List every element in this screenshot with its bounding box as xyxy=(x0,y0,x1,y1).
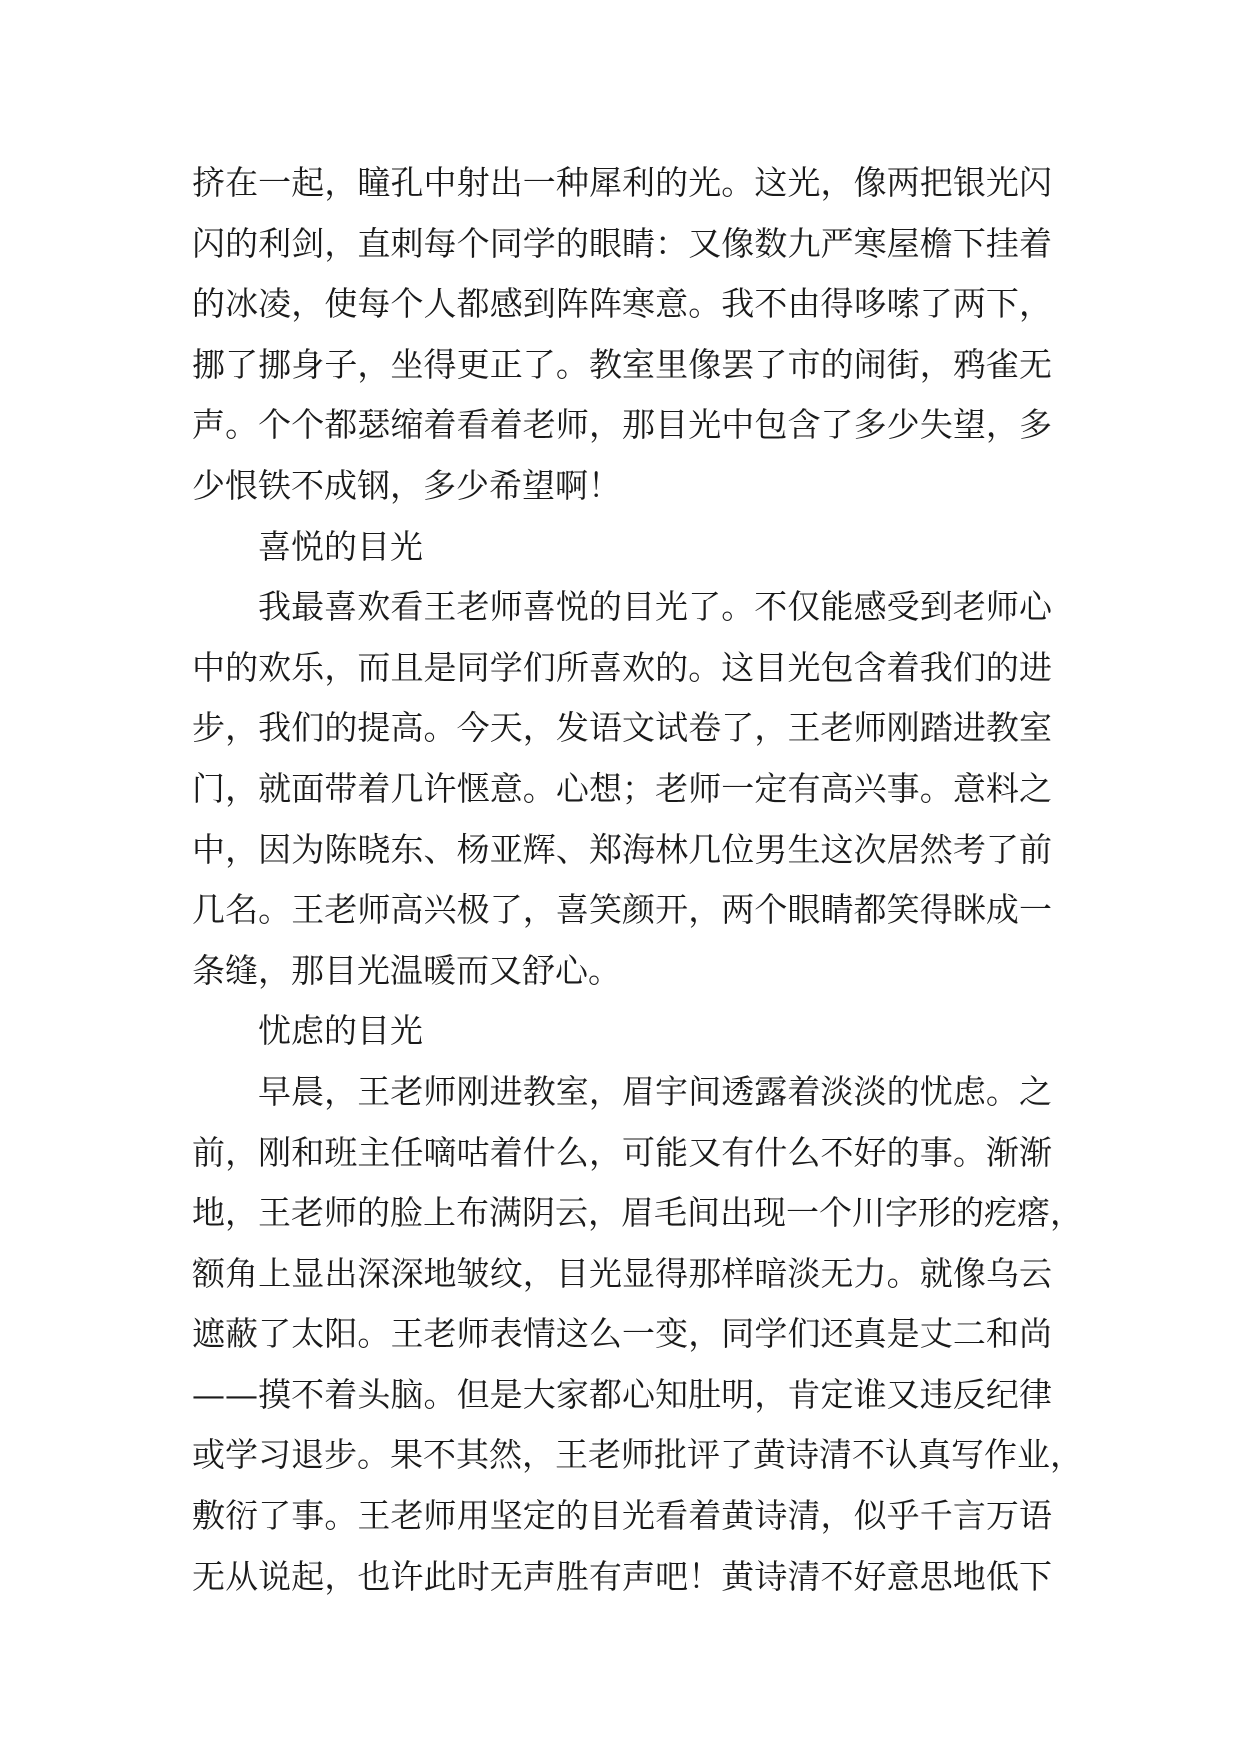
text-line: 少恨铁不成钢，多少希望啊！ xyxy=(192,465,621,505)
section-heading: 喜悦的目光 xyxy=(258,526,423,566)
text-line: 我最喜欢看王老师喜悦的目光了。不仅能感受到老师心 xyxy=(258,587,1052,627)
text-line: 的冰凌，使每个人都感到阵阵寒意。我不由得哆嗦了两下， xyxy=(192,284,1052,324)
text-line: 条缝，那目光温暖而又舒心。 xyxy=(192,950,621,990)
text-line: 几名。王老师高兴极了，喜笑颜开，两个眼睛都笑得眯成一 xyxy=(192,890,1052,930)
text-line: 地，王老师的脸上布满阴云，眉毛间出现一个川字形的疙瘩， xyxy=(192,1193,1083,1233)
text-line: 前，刚和班主任嘀咕着什么，可能又有什么不好的事。渐渐 xyxy=(192,1132,1052,1172)
text-line: 中，因为陈晓东、杨亚辉、郑海林几位男生这次居然考了前 xyxy=(192,829,1052,869)
text-line: 无从说起，也许此时无声胜有声吧！黄诗清不好意思地低下 xyxy=(192,1556,1052,1596)
text-line: 步，我们的提高。今天，发语文试卷了，王老师刚踏进教室 xyxy=(192,708,1052,748)
text-line: 挪了挪身子，坐得更正了。教室里像罢了市的闹街，鸦雀无 xyxy=(192,344,1052,384)
text-line: 或学习退步。果不其然，王老师批评了黄诗清不认真写作业， xyxy=(192,1435,1083,1475)
text-line: 门，就面带着几许惬意。心想；老师一定有高兴事。意料之 xyxy=(192,768,1052,808)
text-line: 敷衍了事。王老师用坚定的目光看着黄诗清，似乎千言万语 xyxy=(192,1496,1052,1536)
document-body xyxy=(192,153,1083,1607)
text-line: ——摸不着头脑。但是大家都心知肚明，肯定谁又违反纪律 xyxy=(192,1374,1052,1414)
text-line: 早晨，王老师刚进教室，眉宇间透露着淡淡的忧虑。之 xyxy=(258,1071,1052,1111)
text-line: 中的欢乐，而且是同学们所喜欢的。这目光包含着我们的进 xyxy=(192,647,1052,687)
text-line: 声。个个都瑟缩着看着老师，那目光中包含了多少失望，多 xyxy=(192,405,1052,445)
text-line: 额角上显出深深地皱纹，目光显得那样暗淡无力。就像乌云 xyxy=(192,1253,1052,1293)
text-line: 挤在一起，瞳孔中射出一种犀利的光。这光，像两把银光闪 xyxy=(192,163,1052,202)
text-line: 遮蔽了太阳。王老师表情这么一变，同学们还真是丈二和尚 xyxy=(192,1314,1052,1354)
section-heading: 忧虑的目光 xyxy=(258,1011,423,1051)
text-line: 闪的利剑，直刺每个同学的眼睛：又像数九严寒屋檐下挂着 xyxy=(192,223,1052,263)
